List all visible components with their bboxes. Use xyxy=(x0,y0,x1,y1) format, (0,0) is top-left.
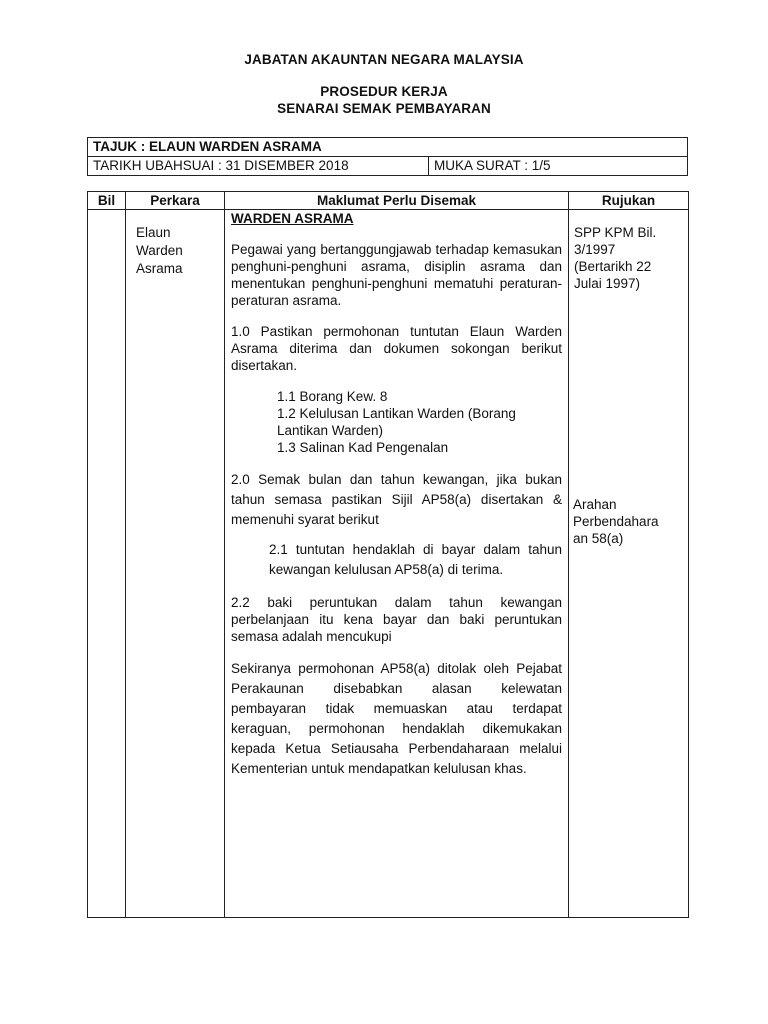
rujukan-line: SPP KPM Bil. xyxy=(574,225,657,240)
item-2-2-paragraph: 2.2 baki peruntukan dalam tahun kewangan perbelanjaan itu kena bayar dan baki peruntukan semasa adalah mencukupi xyxy=(231,595,562,644)
intro-paragraph: Pegawai yang bertanggungjawab terhadap kemasukan penghuni-penghuni asrama, disiplin asrama dan menentukan penghuni-penghuni mematuhi peraturan-peraturan asrama. xyxy=(231,242,562,308)
maklumat-cell xyxy=(225,210,569,918)
checklist-table xyxy=(87,191,689,918)
closing-paragraph: Sekiranya permohonan AP58(a) ditolak oleh Pejabat Perakaunan disebabkan alasan kelewatan pembayaran tidak memuaskan atau terdapat keraguan, permohonan hendaklah dikemukakan kepada Ketua Setiausaha Perbendaharaan melalui Kementerian untuk mendapatkan kelulusan khas. xyxy=(231,661,562,776)
document-type: PROSEDUR KERJA xyxy=(320,84,448,99)
perkara-line: Asrama xyxy=(136,261,183,276)
rujukan-line: 3/1997 xyxy=(574,242,616,257)
header-rujukan: Rujukan xyxy=(569,192,689,210)
muka-surat-cell: MUKA SURAT : 1/5 xyxy=(429,157,688,176)
rujukan-line: (Bertarikh 22 xyxy=(574,259,652,274)
rujukan-line: Julai 1997) xyxy=(574,276,641,291)
header-bil: Bil xyxy=(88,192,126,210)
header-perkara: Perkara xyxy=(126,192,225,210)
document-meta-table xyxy=(87,137,688,176)
doc-item: 1.3 Salinan Kad Pengenalan xyxy=(277,440,449,455)
organization-title: JABATAN AKAUNTAN NEGARA MALAYSIA xyxy=(244,52,524,67)
item-2-paragraph: 2.0 Semak bulan dan tahun kewangan, jika bukan tahun semasa pastikan Sijil AP58(a) disertakan & memenuhi syarat berikut xyxy=(231,472,562,527)
header-maklumat: Maklumat Perlu Disemak xyxy=(225,192,569,210)
perkara-line: Warden xyxy=(136,243,183,258)
bil-cell xyxy=(88,210,126,918)
perkara-cell xyxy=(126,210,225,918)
rujukan-2 xyxy=(573,496,685,547)
doc-item: 1.1 Borang Kew. 8 xyxy=(277,389,388,404)
tajuk-cell: TAJUK : ELAUN WARDEN ASRAMA xyxy=(88,138,688,157)
document-title: SENARAI SEMAK PEMBAYARAN xyxy=(277,101,491,116)
item-2-1-paragraph: 2.1 tuntutan hendaklah di bayar dalam tahun kewangan kelulusan AP58(a) di terima. xyxy=(269,542,562,577)
section-title: WARDEN ASRAMA xyxy=(231,211,354,226)
rujukan-line: Perbendahara xyxy=(573,514,659,529)
perkara-line: Elaun xyxy=(136,225,171,240)
rujukan-cell xyxy=(569,210,689,918)
rujukan-line: an 58(a) xyxy=(573,531,624,546)
doc-item: 1.2 Kelulusan Lantikan Warden (Borang Lantikan Warden) xyxy=(277,406,516,438)
rujukan-line: Arahan xyxy=(573,497,617,512)
item-1-paragraph: 1.0 Pastikan permohonan tuntutan Elaun Warden Asrama diterima dan dokumen sokongan berikut disertakan. xyxy=(231,324,562,373)
tarikh-cell: TARIKH UBAHSUAI : 31 DISEMBER 2018 xyxy=(88,157,429,176)
